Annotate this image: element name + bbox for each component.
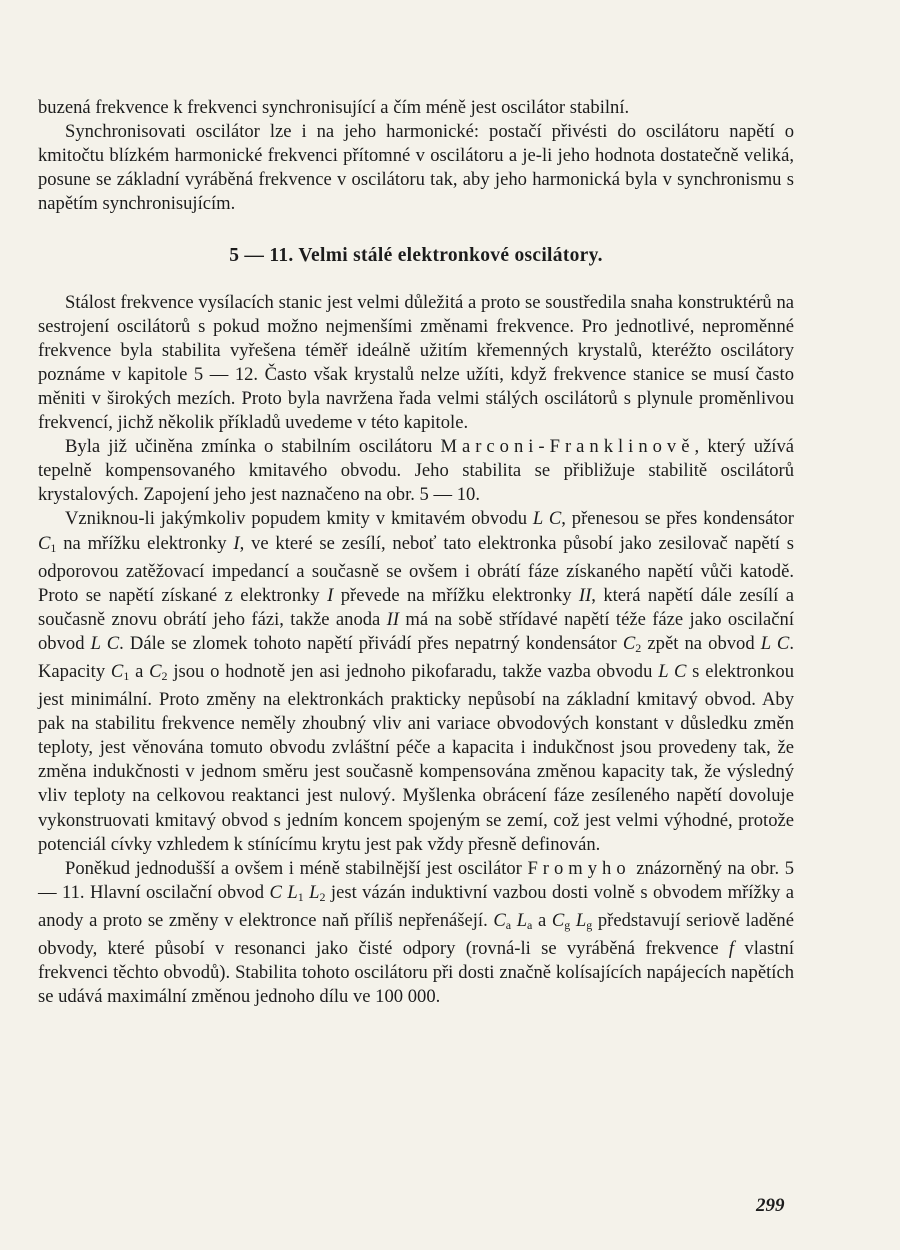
name-fromy: Fromyho	[527, 857, 631, 879]
paragraph-fromy: Poněkud jednodušší a ovšem i méně stabilnější jest oscilátor Fromyho znázorněný na obr. 5 — 11. Hlavní oscilační obvod C $L_1$ $L_2$ jest vázán induktivní vazbou dosti volně s obvodem mřížky a anody a proto se změny v elektronce naň příliš nepřenášejí. $C_a$ $L_a$ a $C_g$ $L_g$ představují seriově laděné obvody, které působí v resonanci jako čisté odpory (rovná-li se vyráběná frekvence f vlastní frekvenci těchto obvodů). Stabilita tohoto oscilátoru při dosti značně kolísajících napájecích napětích se udává maximální změnou jednoho dílu ve 100 000.	[38, 857, 794, 1008]
paragraph-continuation: buzená frekvence k frekvenci synchronisující a čím méně jest oscilátor stabilní.	[38, 97, 630, 118]
paragraph-marconi: Byla již učiněna zmínka o stabilním oscilátoru Marconi-Franklinově, který užívá tepelně kompensovaného kmitavého obvodu. Jeho stabilita se přibližuje stabilitě oscilátorů krystalových. Zapojení jeho jest naznačeno na obr. 5 — 10.	[38, 436, 794, 506]
paragraph-stability: Stálost frekvence vysílacích stanic jest velmi důležitá a proto se soustředila snaha konstruktérů na sestrojení oscilátorů s pokud možno nejmenšími změnami frekvence. Pro jednotlivé, neproměnné frekvence byla stabilita vyřešena téměř ideálně užitím křemenných krystalů, kteréžto oscilátory poznáme v kapitole 5 — 12. Často však krystalů nelze užíti, když frekvence stanice se musí často měniti v širokých mezích. Proto byla navržena řada velmi stálých oscilátorů s plynule proměnlivou frekvencí, jichž několik příkladů uvedeme v této kapitole.	[38, 291, 794, 434]
section-title: 5 — 11. Velmi stálé elektronkové oscilátory.	[229, 245, 603, 267]
paragraph-synchronisation: Synchronisovati oscilátor lze i na jeho harmonické: postačí přivésti do oscilátoru napětí o kmitočtu blízkém harmonické frekvenci přítomné v oscilátoru a je-li jeho hodnota dostatečně veliká, posune se základní vyráběná frekvence v oscilátoru tak, aby jeho harmonická byla v synchronismu s napětím synchronisujícím.	[38, 121, 794, 215]
page-body	[38, 96, 794, 1009]
name-marconi-franklin: Marconi-Franklinově	[440, 436, 695, 458]
paragraph-circuit-description: Vzniknou-li jakýmkoliv popudem kmity v kmitavém obvodu L C, přenesou se přes kondensátor $C_1$ na mřížku elektronky I, ve které se zesílí, neboť tato elektronka působí jako zesilovač napětí s odporovou zatěžovací impedancí a současně se ovšem i obrátí fáze získaného napětí vůči katodě. Proto se napětí získané z elektronky I převede na mřížku elektronky II, která napětí dále zesílí a současně znovu obrátí jeho fázi, takže anoda II má na sobě střídavé napětí téže fáze jako oscilační obvod L C. Dále se zlomek tohoto napětí přivádí přes nepatrný kondensátor $C_2$ zpět na obvod L C. Kapacity $C_1$ a $C_2$ jsou o hodnotě jen asi jednoho pikofaradu, takže vazba obvodu L C s elektronkou jest minimální. Proto změny na elektronkách prakticky nepůsobí na základní kmitavý obvod. Aby pak na stabilitu frekvence neměly zhoubný vliv ani variace obvodových konstant v důsledku změn teploty, jest věnována tomuto obvodu zvláštní péče a kapacita i indukčnost jsou provedeny tak, že změna indukčnosti v jednom směru jest současně kompensována změnou kapacity tak, že výsledný vliv teploty na celkovou reaktanci jest nulový. Myšlenka obrácení fáze zesíleného napětí dovoluje vykonstruovati kmitavý obvod s jedním koncem spojeným se zemí, což jest velmi výhodné, protože potenciál cívky vzhledem k stínícímu krytu jest pak vždy přesně definován.	[38, 508, 795, 855]
page-number: 299	[756, 1195, 785, 1216]
